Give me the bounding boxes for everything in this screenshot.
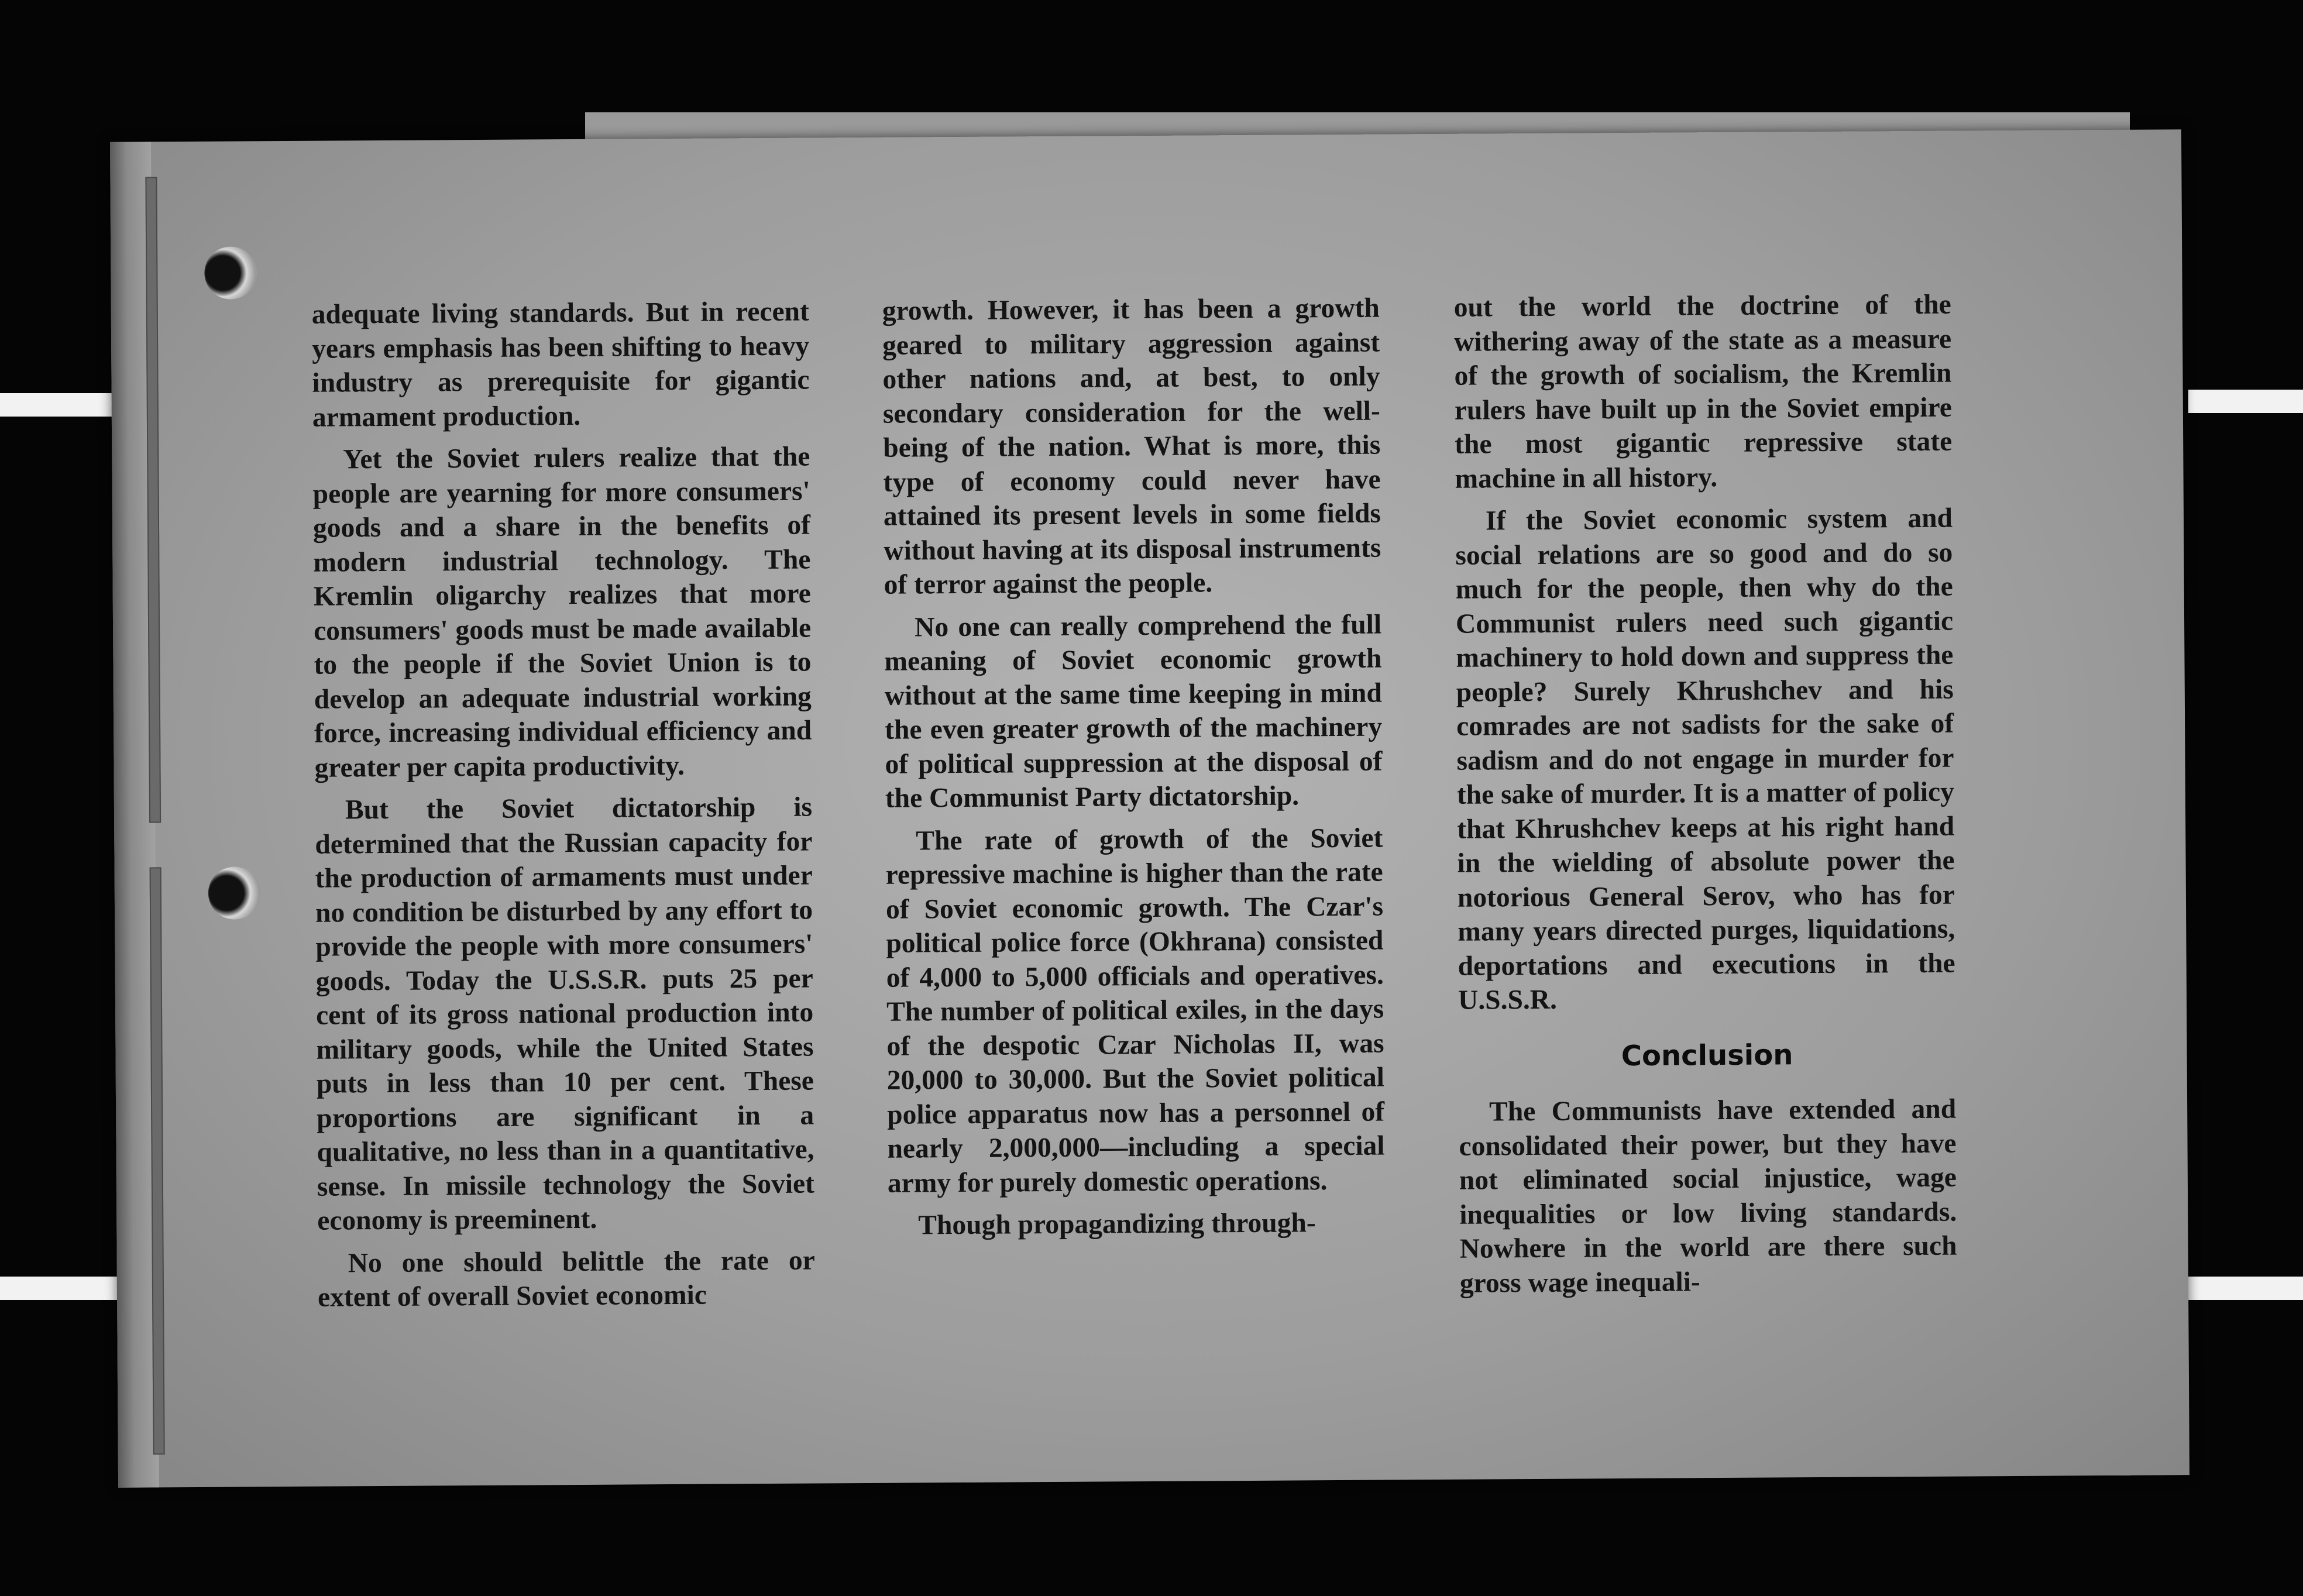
text-column-3 <box>1454 288 1958 1309</box>
paragraph: The rate of growth of the Soviet repressive machine is higher than the rate of Soviet economic growth. The Czar's political police force (Okhrana) consisted of 4,000 to 5,000 officials and operatives. The number of political exiles, in the days of the despotic Czar Nicholas II, was 20,000 to 30,000. But the Soviet political police apparatus now has a personnel of nearly 2,000,000—including a special army for purely domestic operations. <box>885 823 1385 1199</box>
film-strip-left-top <box>0 393 123 417</box>
paragraph: No one can really comprehend the full meaning of Soviet economic growth without at the same time keeping in mind the even greater growth of the machinery of political suppression at the disposal of the Communist Party dictatorship. <box>884 609 1383 814</box>
text-column-2 <box>882 291 1386 1251</box>
punch-hole-middle <box>208 866 262 920</box>
paragraph: But the Soviet dictatorship is determined that the Russian capacity for the production of armaments must under no condition be disturbed by any effort to provide the people with more consumers' goods. Today the U.S.S.R. puts 25 per cent of its gross national production into military goods, while the United States puts in less than 10 per cent. These proportions are significant in a qualitative, no less than in a quantitative, sense. In missile technology the Soviet economy is preeminent. <box>315 792 815 1236</box>
paragraph: Though propagandizing through- <box>918 1208 1316 1241</box>
section-heading: Conclusion <box>1621 1038 1793 1072</box>
paragraph: No one should belittle the rate or extent of overall Soviet economic <box>317 1245 815 1313</box>
paragraph: If the Soviet economic system and social relations are so good and do so much for the people, then why do the Communist rulers need such gigantic machinery to hold down and suppress the people? Surely Khrushchev and his comrades are not sadists for the sake of sadism and do not engage in murder for the sake of murder. It is a matter of policy that Khrushchev keeps at his right hand in the wielding of absolute power the notorious General Serov, who has for many years directed purges, liquidations, deportations and executions in the U.S.S.R. <box>1455 503 1955 1016</box>
document-page <box>110 129 2189 1488</box>
punch-hole-top <box>204 246 257 300</box>
paragraph: The Communists have extended and consolidated their power, but they have not eliminated social injustice, wage inequalities or low living standards. Nowhere in the world are there such gross wage inequali- <box>1459 1093 1957 1299</box>
paragraph: growth. However, it has been a growth geared to military aggression against other nations and, at best, to only secondary consideration for the well-being of the nation. What is more, this type of economy could never have attained its present levels in some fields without having at its disposal instruments of terror against the people. <box>882 293 1381 600</box>
film-strip-right-top <box>2188 390 2303 413</box>
paragraph: out the world the doctrine of the withering away of the state as a measure of the growth of socialism, the Kremlin rulers have built up in the Soviet empire the most gigantic repressive state machine in all history. <box>1453 289 1953 494</box>
text-column-1 <box>312 295 816 1323</box>
paragraph: adequate living standards. But in recent years emphasis has been shifting to heavy industry as prerequisite for gigantic armament production. <box>311 296 810 433</box>
film-strip-right-bottom <box>2188 1277 2303 1300</box>
paragraph: Yet the Soviet rulers realize that the people are yearning for more consumers' goods and a share in the benefits of modern industrial technology. The Kremlin oligarchy realizes that more consumers' goods must be made available to the people if the Soviet Union is to develop an adequate industrial working force, increasing individual efficiency and greater per capita productivity. <box>312 441 812 783</box>
